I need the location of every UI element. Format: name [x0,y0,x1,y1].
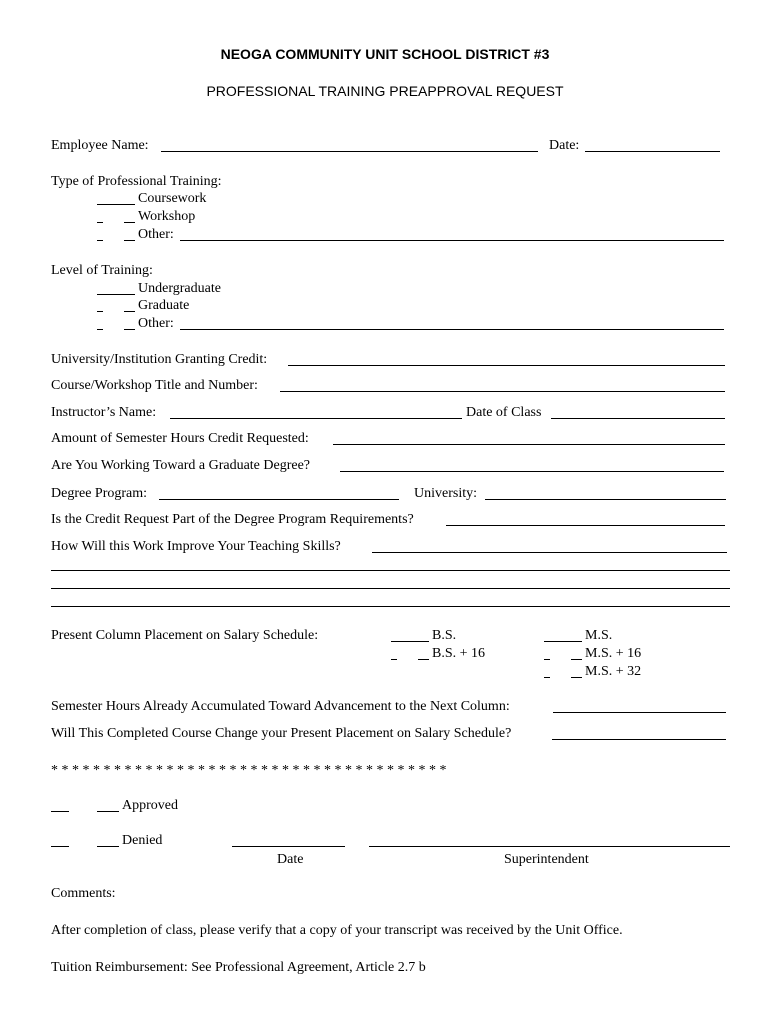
degree-university-label: University: [414,486,477,501]
denied-label: Denied [122,833,163,848]
change-placement-field[interactable] [552,739,726,740]
level-other-checkbox-b[interactable] [124,329,135,330]
type-other-field[interactable] [180,240,724,241]
bs16-option: B.S. + 16 [432,646,486,661]
approved-checkbox-b[interactable] [97,811,119,812]
level-other-option: Other: [138,316,174,331]
employee-name-label: Employee Name: [51,138,149,153]
hours-accumulated-label: Semester Hours Already Accumulated Toward Advancement to the Next Column: [51,699,510,714]
date-field[interactable] [585,151,720,152]
denied-checkbox-a[interactable] [51,846,69,847]
instructor-field[interactable] [170,418,462,419]
improve-field-line-2[interactable] [51,570,730,571]
improve-label: How Will this Work Improve Your Teaching Skills? [51,539,341,554]
type-other-option: Other: [138,227,174,242]
graduate-checkbox-a[interactable] [97,311,103,312]
ms16-checkbox-a[interactable] [544,659,550,660]
approval-date-field[interactable] [232,846,345,847]
coursework-checkbox[interactable] [97,204,135,205]
form-title: PROFESSIONAL TRAINING PREAPPROVAL REQUEST [206,83,564,99]
workshop-checkbox-a[interactable] [97,222,103,223]
bs16-checkbox-a[interactable] [391,659,397,660]
date-of-class-label: Date of Class [466,405,542,420]
hours-requested-label: Amount of Semester Hours Credit Requested: [51,431,309,446]
denied-checkbox-b[interactable] [97,846,119,847]
credit-part-field[interactable] [446,525,725,526]
district-title: NEOGA COMMUNITY UNIT SCHOOL DISTRICT #3 [220,46,550,62]
separator-stars: * * * * * * * * * * * * * * * * * * * * * * * * * * * * * * * * * * * * * * [51,763,447,778]
working-toward-label: Are You Working Toward a Graduate Degree? [51,458,311,473]
ms32-checkbox-b[interactable] [571,677,582,678]
approval-date-label: Date [277,852,304,867]
undergraduate-checkbox[interactable] [97,294,135,295]
level-label: Level of Training: [51,263,153,278]
bs16-checkbox-b[interactable] [418,659,429,660]
degree-program-field[interactable] [159,499,399,500]
improve-field-line-3[interactable] [51,588,730,589]
coursework-option: Coursework [138,191,207,206]
reimbursement-note: Tuition Reimbursement: See Professional Agreement, Article 2.7 b [51,960,426,975]
course-title-label: Course/Workshop Title and Number: [51,378,258,393]
ms-option: M.S. [585,628,613,643]
type-other-checkbox-b[interactable] [124,240,135,241]
level-other-field[interactable] [180,329,724,330]
change-placement-label: Will This Completed Course Change your Present Placement on Salary Schedule? [51,726,512,741]
graduate-option: Graduate [138,298,190,313]
ms16-checkbox-b[interactable] [571,659,582,660]
type-label: Type of Professional Training: [51,174,222,189]
ms32-checkbox-a[interactable] [544,677,550,678]
approved-label: Approved [122,798,178,813]
graduate-checkbox-b[interactable] [124,311,135,312]
date-label: Date: [549,138,580,153]
credit-part-label: Is the Credit Request Part of the Degree Program Requirements? [51,512,414,527]
bs-checkbox[interactable] [391,641,429,642]
improve-field-line-4[interactable] [51,606,730,607]
ms32-option: M.S. + 32 [585,664,642,679]
improve-field[interactable] [372,552,727,553]
superintendent-signature-field[interactable] [369,846,730,847]
superintendent-label: Superintendent [504,852,589,867]
instructor-label: Instructor’s Name: [51,405,157,420]
ms16-option: M.S. + 16 [585,646,642,661]
verify-note: After completion of class, please verify that a copy of your transcript was received by the Unit Office. [51,923,623,938]
workshop-checkbox-b[interactable] [124,222,135,223]
date-of-class-field[interactable] [551,418,725,419]
type-other-checkbox-a[interactable] [97,240,103,241]
employee-name-field[interactable] [161,151,538,152]
undergraduate-option: Undergraduate [138,281,221,296]
degree-program-label: Degree Program: [51,486,148,501]
university-field[interactable] [288,365,725,366]
workshop-option: Workshop [138,209,196,224]
bs-option: B.S. [432,628,457,643]
degree-university-field[interactable] [485,499,726,500]
hours-accumulated-field[interactable] [553,712,726,713]
placement-label: Present Column Placement on Salary Schedule: [51,628,319,643]
university-label: University/Institution Granting Credit: [51,352,268,367]
comments-label: Comments: [51,886,116,901]
approved-checkbox-a[interactable] [51,811,69,812]
ms-checkbox[interactable] [544,641,582,642]
course-title-field[interactable] [280,391,725,392]
working-toward-field[interactable] [340,471,724,472]
hours-requested-field[interactable] [333,444,725,445]
level-other-checkbox-a[interactable] [97,329,103,330]
